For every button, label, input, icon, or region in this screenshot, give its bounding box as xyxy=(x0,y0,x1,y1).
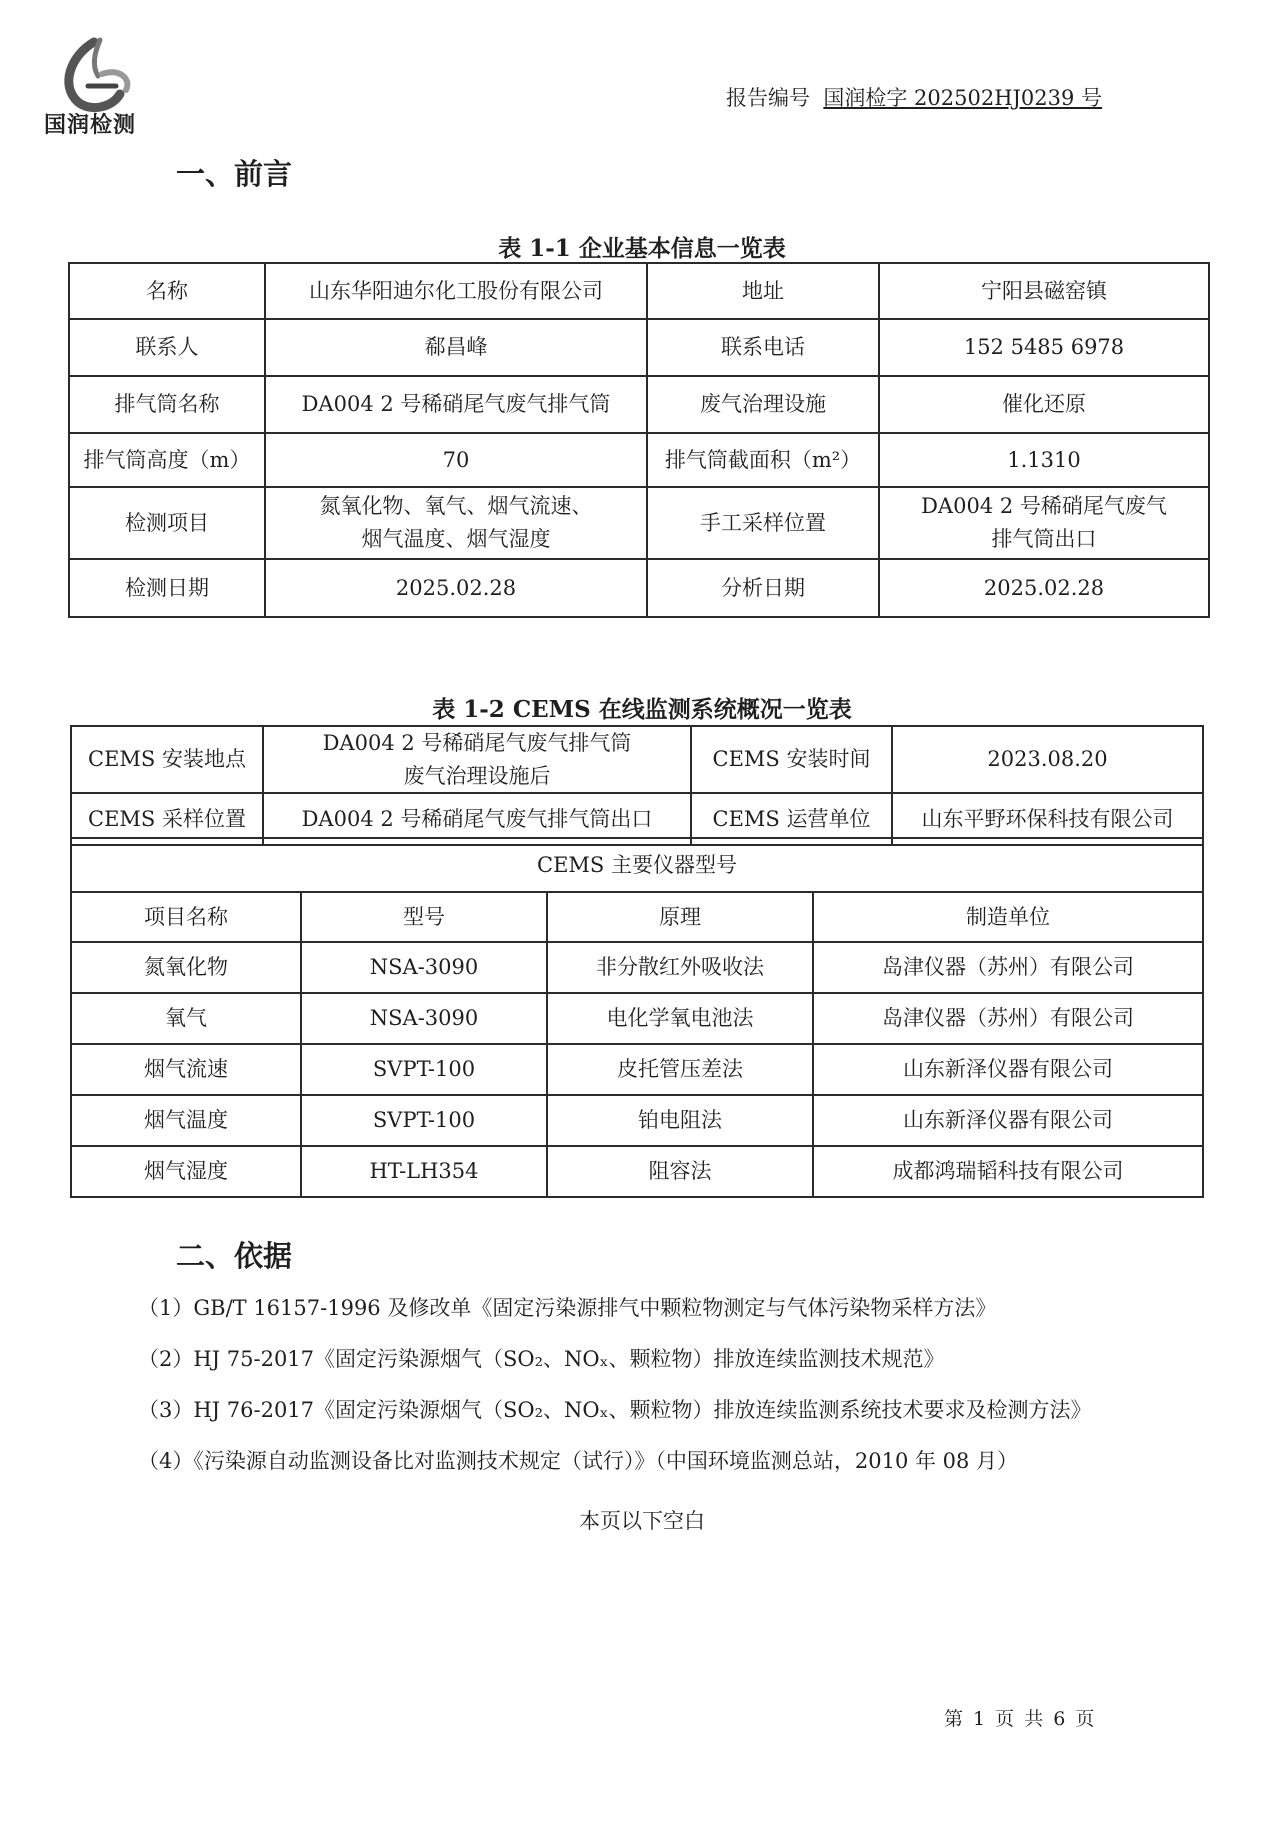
table-cell: CEMS 运营单位 xyxy=(691,793,892,845)
table-cell: SVPT-100 xyxy=(301,1095,547,1146)
column-header: 制造单位 xyxy=(813,892,1203,942)
table-row xyxy=(69,263,1209,319)
table-cell: 成都鸿瑞韬科技有限公司 xyxy=(813,1146,1203,1197)
table-cell: 氮氧化物 xyxy=(71,942,301,993)
table-cell: 电化学氧电池法 xyxy=(547,993,813,1044)
logo-text: 国润检测 xyxy=(44,113,137,138)
table-row xyxy=(69,433,1209,487)
table-row xyxy=(71,726,1203,793)
cell-line: DA004 2 号稀硝尾气废气排气筒 xyxy=(322,731,632,755)
table-cell xyxy=(265,487,647,559)
section-title-basis: 二、依据 xyxy=(176,1239,293,1273)
table-row xyxy=(71,993,1203,1044)
table-cell: NSA-3090 xyxy=(301,942,547,993)
table-row xyxy=(71,1044,1203,1095)
table1-caption: 表 1-1 企业基本信息一览表 xyxy=(498,235,786,262)
report-number xyxy=(726,82,1102,112)
table-cell: 联系电话 xyxy=(647,319,879,376)
table-cell: 烟气温度 xyxy=(71,1095,301,1146)
table-cell: SVPT-100 xyxy=(301,1044,547,1095)
table-cell: 催化还原 xyxy=(879,376,1209,433)
table-cell: 烟气流速 xyxy=(71,1044,301,1095)
table-cell: 联系人 xyxy=(69,319,265,376)
table-cell: 2023.08.20 xyxy=(892,726,1203,793)
table-cell: 铂电阻法 xyxy=(547,1095,813,1146)
table-cell: 1.1310 xyxy=(879,433,1209,487)
table-cell: 排气筒高度（m） xyxy=(69,433,265,487)
table-cell xyxy=(263,726,691,793)
column-header: 项目名称 xyxy=(71,892,301,942)
table-row xyxy=(69,559,1209,617)
column-header: 原理 xyxy=(547,892,813,942)
table-cell: 地址 xyxy=(647,263,879,319)
table-row xyxy=(69,319,1209,376)
reference-item: （3）HJ 76-2017《固定污染源烟气（SO₂、NOₓ、颗粒物）排放连续监测系统技术要求及检测方法》 xyxy=(138,1398,1092,1422)
table-cell: 名称 xyxy=(69,263,265,319)
column-header: 型号 xyxy=(301,892,547,942)
table-cell: 非分散红外吸收法 xyxy=(547,942,813,993)
table-row xyxy=(71,838,1203,892)
table-cell: 宁阳县磁窑镇 xyxy=(879,263,1209,319)
company-info-table xyxy=(68,262,1210,618)
table-cell: 岛津仪器（苏州）有限公司 xyxy=(813,993,1203,1044)
table2-caption: 表 1-2 CEMS 在线监测系统概况一览表 xyxy=(432,696,852,723)
reference-item: （2）HJ 75-2017《固定污染源烟气（SO₂、NOₓ、颗粒物）排放连续监测技术规范》 xyxy=(138,1347,945,1371)
cems-info-table xyxy=(70,725,1204,846)
table-cell: 2025.02.28 xyxy=(879,559,1209,617)
table-cell: 山东华阳迪尔化工股份有限公司 xyxy=(265,263,647,319)
table-row xyxy=(69,487,1209,559)
table-cell: 岛津仪器（苏州）有限公司 xyxy=(813,942,1203,993)
table-cell: 阻容法 xyxy=(547,1146,813,1197)
table-row xyxy=(71,942,1203,993)
table-cell: DA004 2 号稀硝尾气废气排气筒 xyxy=(265,376,647,433)
cell-line: 氮氧化物、氧气、烟气流速、 xyxy=(319,494,593,519)
table-cell: HT-LH354 xyxy=(301,1146,547,1197)
cems-instruments-table xyxy=(70,837,1204,1198)
table-row xyxy=(71,1095,1203,1146)
blank-page-note: 本页以下空白 xyxy=(579,1509,705,1533)
reference-item: （4）《污染源自动监测设备比对监测技术规定（试行）》（中国环境监测总站，2010 年 08 月） xyxy=(138,1449,1019,1473)
table-cell: NSA-3090 xyxy=(301,993,547,1044)
table-cell: 检测日期 xyxy=(69,559,265,617)
table-cell: 70 xyxy=(265,433,647,487)
table-cell: 郗昌峰 xyxy=(265,319,647,376)
instruments-heading: CEMS 主要仪器型号 xyxy=(71,838,1203,892)
reference-list xyxy=(138,1296,1092,1500)
table-cell: 氧气 xyxy=(71,993,301,1044)
table-cell: 山东新泽仪器有限公司 xyxy=(813,1044,1203,1095)
table-cell: 分析日期 xyxy=(647,559,879,617)
table-cell xyxy=(879,487,1209,559)
page-number: 第 1 页 共 6 页 xyxy=(944,1708,1095,1730)
table-cell: 烟气湿度 xyxy=(71,1146,301,1197)
table-cell: DA004 2 号稀硝尾气废气排气筒出口 xyxy=(263,793,691,845)
reference-item: （1）GB/T 16157-1996 及修改单《固定污染源排气中颗粒物测定与气体污染物采样方法》 xyxy=(138,1296,997,1320)
table-cell: CEMS 采样位置 xyxy=(71,793,263,845)
table-row xyxy=(69,376,1209,433)
table-cell: 检测项目 xyxy=(69,487,265,559)
table-cell: 废气治理设施 xyxy=(647,376,879,433)
table-cell: 排气筒截面积（m²） xyxy=(647,433,879,487)
report-number-label: 报告编号 xyxy=(726,86,810,110)
section-title-preface: 一、前言 xyxy=(176,157,293,191)
table-cell: 152 5485 6978 xyxy=(879,319,1209,376)
table-cell: 排气筒名称 xyxy=(69,376,265,433)
report-number-value: 国润检字 202502HJ0239 号 xyxy=(823,86,1103,110)
cell-line: 排气筒出口 xyxy=(991,527,1097,551)
table-cell: CEMS 安装时间 xyxy=(691,726,892,793)
cell-line: DA004 2 号稀硝尾气废气 xyxy=(921,494,1167,519)
table-cell: 2025.02.28 xyxy=(265,559,647,617)
table-cell: 皮托管压差法 xyxy=(547,1044,813,1095)
table-cell: 山东新泽仪器有限公司 xyxy=(813,1095,1203,1146)
table-row xyxy=(71,1146,1203,1197)
cell-line: 废气治理设施后 xyxy=(403,763,551,788)
cell-line: 烟气温度、烟气湿度 xyxy=(361,527,551,551)
table-cell: 山东平野环保科技有限公司 xyxy=(892,793,1203,845)
table-cell: CEMS 安装地点 xyxy=(71,726,263,793)
table-cell: 手工采样位置 xyxy=(647,487,879,559)
table-header-row xyxy=(71,892,1203,942)
